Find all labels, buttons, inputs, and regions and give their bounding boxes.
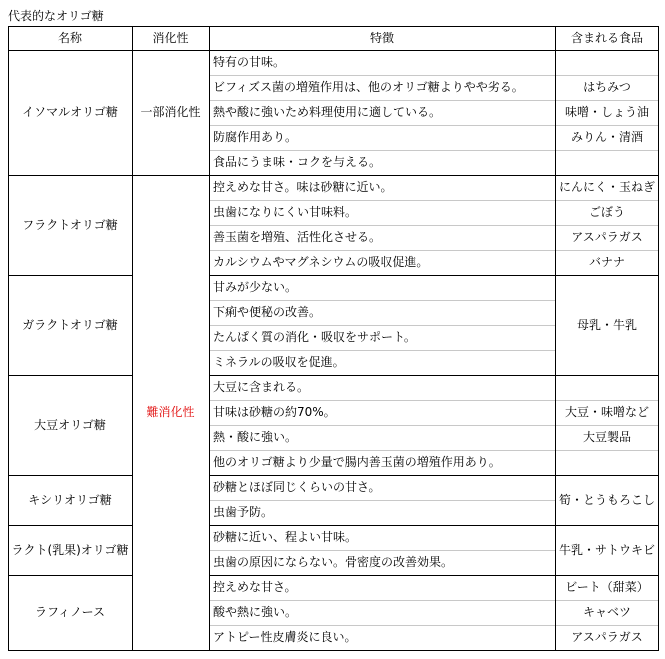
sub-row-divider	[209, 550, 555, 551]
food-text	[555, 150, 659, 175]
feature-text: 他のオリゴ糖より少量で腸内善玉菌の増殖作用あり。	[213, 455, 501, 469]
group-border	[8, 175, 132, 176]
group-border	[8, 475, 132, 476]
feature-text: ミネラルの吸収を促進。	[213, 355, 345, 369]
oligosaccharide-name: キシリオリゴ糖	[28, 493, 112, 507]
sub-row-divider	[555, 225, 659, 226]
oligosaccharide-name: ラフィノース	[34, 605, 106, 619]
digestibility-partial: 一部消化性	[140, 105, 201, 119]
feature-text: たんぱく質の消化・吸収をサポート。	[213, 330, 416, 344]
group-border	[209, 475, 659, 476]
oligosaccharide-name: ガラクトオリゴ糖	[22, 318, 118, 332]
feature-text: 熱・酸に強い。	[213, 430, 298, 444]
sub-row-divider	[209, 600, 555, 601]
feature-text: 善玉菌を増殖、活性化させる。	[213, 230, 382, 244]
feature-text: 砂糖とほぼ同じくらいの甘さ。	[213, 480, 381, 494]
sub-row-divider	[209, 75, 555, 76]
header-cell: 名称	[57, 31, 82, 45]
sub-row-divider	[209, 225, 555, 226]
food-text: アスパラガス	[571, 230, 643, 244]
feature-text: 熱や酸に強いため料理使用に適している。	[213, 105, 442, 119]
food-text: キャベツ	[582, 605, 631, 619]
sub-row-divider	[209, 150, 555, 151]
sub-row-divider	[209, 400, 555, 401]
digestibility-border	[132, 175, 209, 176]
feature-text: ビフィズス菌の増殖作用は、他のオリゴ糖よりやや劣る。	[213, 80, 524, 94]
header-cell: 消化性	[152, 31, 189, 45]
column-border	[555, 26, 556, 651]
feature-text: アトピー性皮膚炎に良い。	[213, 630, 357, 644]
food-text: 大豆製品	[582, 430, 631, 444]
food-text: バナナ	[588, 255, 625, 269]
food-text: ビート（甜菜）	[565, 580, 649, 594]
feature-text: 特有の甘味。	[213, 55, 286, 69]
column-border	[209, 26, 210, 651]
group-border	[8, 575, 132, 576]
feature-text: 防腐作用あり。	[213, 130, 298, 144]
feature-text: 虫歯予防。	[213, 505, 274, 519]
oligosaccharide-name: イソマルオリゴ糖	[22, 105, 118, 119]
column-border	[132, 26, 133, 651]
table-bottom-border	[8, 650, 659, 651]
sub-row-divider	[209, 125, 555, 126]
food-text: みりん・清酒	[570, 130, 643, 144]
group-border	[8, 275, 132, 276]
sub-row-divider	[555, 625, 659, 626]
sub-row-divider	[555, 425, 659, 426]
sub-row-divider	[209, 200, 555, 201]
digestibility-hard: 難消化性	[146, 405, 195, 419]
feature-text: 砂糖に近い、程よい甘味。	[213, 530, 358, 544]
column-border	[8, 26, 9, 651]
sub-row-divider	[209, 325, 555, 326]
sub-row-divider	[555, 150, 659, 151]
sub-row-divider	[555, 200, 659, 201]
column-border	[658, 26, 659, 651]
group-border	[209, 275, 659, 276]
sub-row-divider	[209, 100, 555, 101]
oligosaccharide-name: フラクトオリゴ糖	[22, 218, 118, 232]
sub-row-divider	[555, 400, 659, 401]
food-text	[555, 375, 659, 400]
sub-row-divider	[209, 350, 555, 351]
sub-row-divider	[555, 125, 659, 126]
sub-row-divider	[555, 250, 659, 251]
sub-row-divider	[209, 500, 555, 501]
header-bottom-border	[8, 50, 659, 51]
oligosaccharide-name: 大豆オリゴ糖	[34, 418, 106, 432]
sub-row-divider	[209, 625, 555, 626]
feature-text: 虫歯になりにくい甘味料。	[213, 205, 358, 219]
oligosaccharide-table	[8, 26, 659, 653]
sub-row-divider	[555, 100, 659, 101]
food-text: ごぼう	[588, 205, 625, 219]
group-border	[8, 525, 132, 526]
table-caption: 代表的なオリゴ糖	[8, 9, 104, 23]
feature-text: 食品にうま味・コクを与える。	[213, 155, 382, 169]
food-text: 牛乳・サトウキビ	[558, 543, 655, 557]
food-text: 母乳・牛乳	[576, 318, 637, 332]
sub-row-divider	[209, 250, 555, 251]
food-text: はちみつ	[583, 80, 631, 94]
feature-text: 虫歯の原因にならない。骨密度の改善効果。	[213, 555, 454, 569]
food-text: 大豆・味噌など	[564, 405, 649, 419]
header-cell: 含まれる食品	[570, 31, 643, 45]
sub-row-divider	[209, 450, 555, 451]
header-cell: 特徴	[369, 31, 394, 45]
group-border	[209, 525, 659, 526]
food-text: アスパラガス	[571, 630, 643, 644]
sub-row-divider	[555, 450, 659, 451]
food-text	[555, 450, 659, 475]
group-border	[8, 375, 132, 376]
oligosaccharide-name: ラクト(乳果)オリゴ糖	[11, 543, 129, 557]
feature-text: 酸や熱に強い。	[213, 605, 298, 619]
feature-text: 甘みが少ない。	[213, 280, 298, 294]
group-border	[209, 175, 659, 176]
group-border	[209, 375, 659, 376]
feature-text: 大豆に含まれる。	[213, 380, 310, 394]
food-text	[555, 50, 659, 75]
feature-text: 下痢や便秘の改善。	[213, 305, 322, 319]
food-text: にんにく・玉ねぎ	[558, 180, 655, 194]
food-text: 筍・とうもろこし	[558, 493, 655, 507]
feature-text: 控えめな甘さ。	[213, 580, 297, 594]
feature-text: カルシウムやマグネシウムの吸収促進。	[213, 255, 429, 269]
group-border	[209, 575, 659, 576]
sub-row-divider	[209, 425, 555, 426]
feature-text: 控えめな甘さ。味は砂糖に近い。	[213, 180, 393, 194]
sub-row-divider	[555, 600, 659, 601]
sub-row-divider	[209, 300, 555, 301]
sub-row-divider	[555, 75, 659, 76]
table-top-border	[8, 26, 659, 27]
feature-text: 甘味は砂糖の約70%。	[213, 405, 336, 419]
food-text: 味噌・しょう油	[564, 105, 649, 119]
